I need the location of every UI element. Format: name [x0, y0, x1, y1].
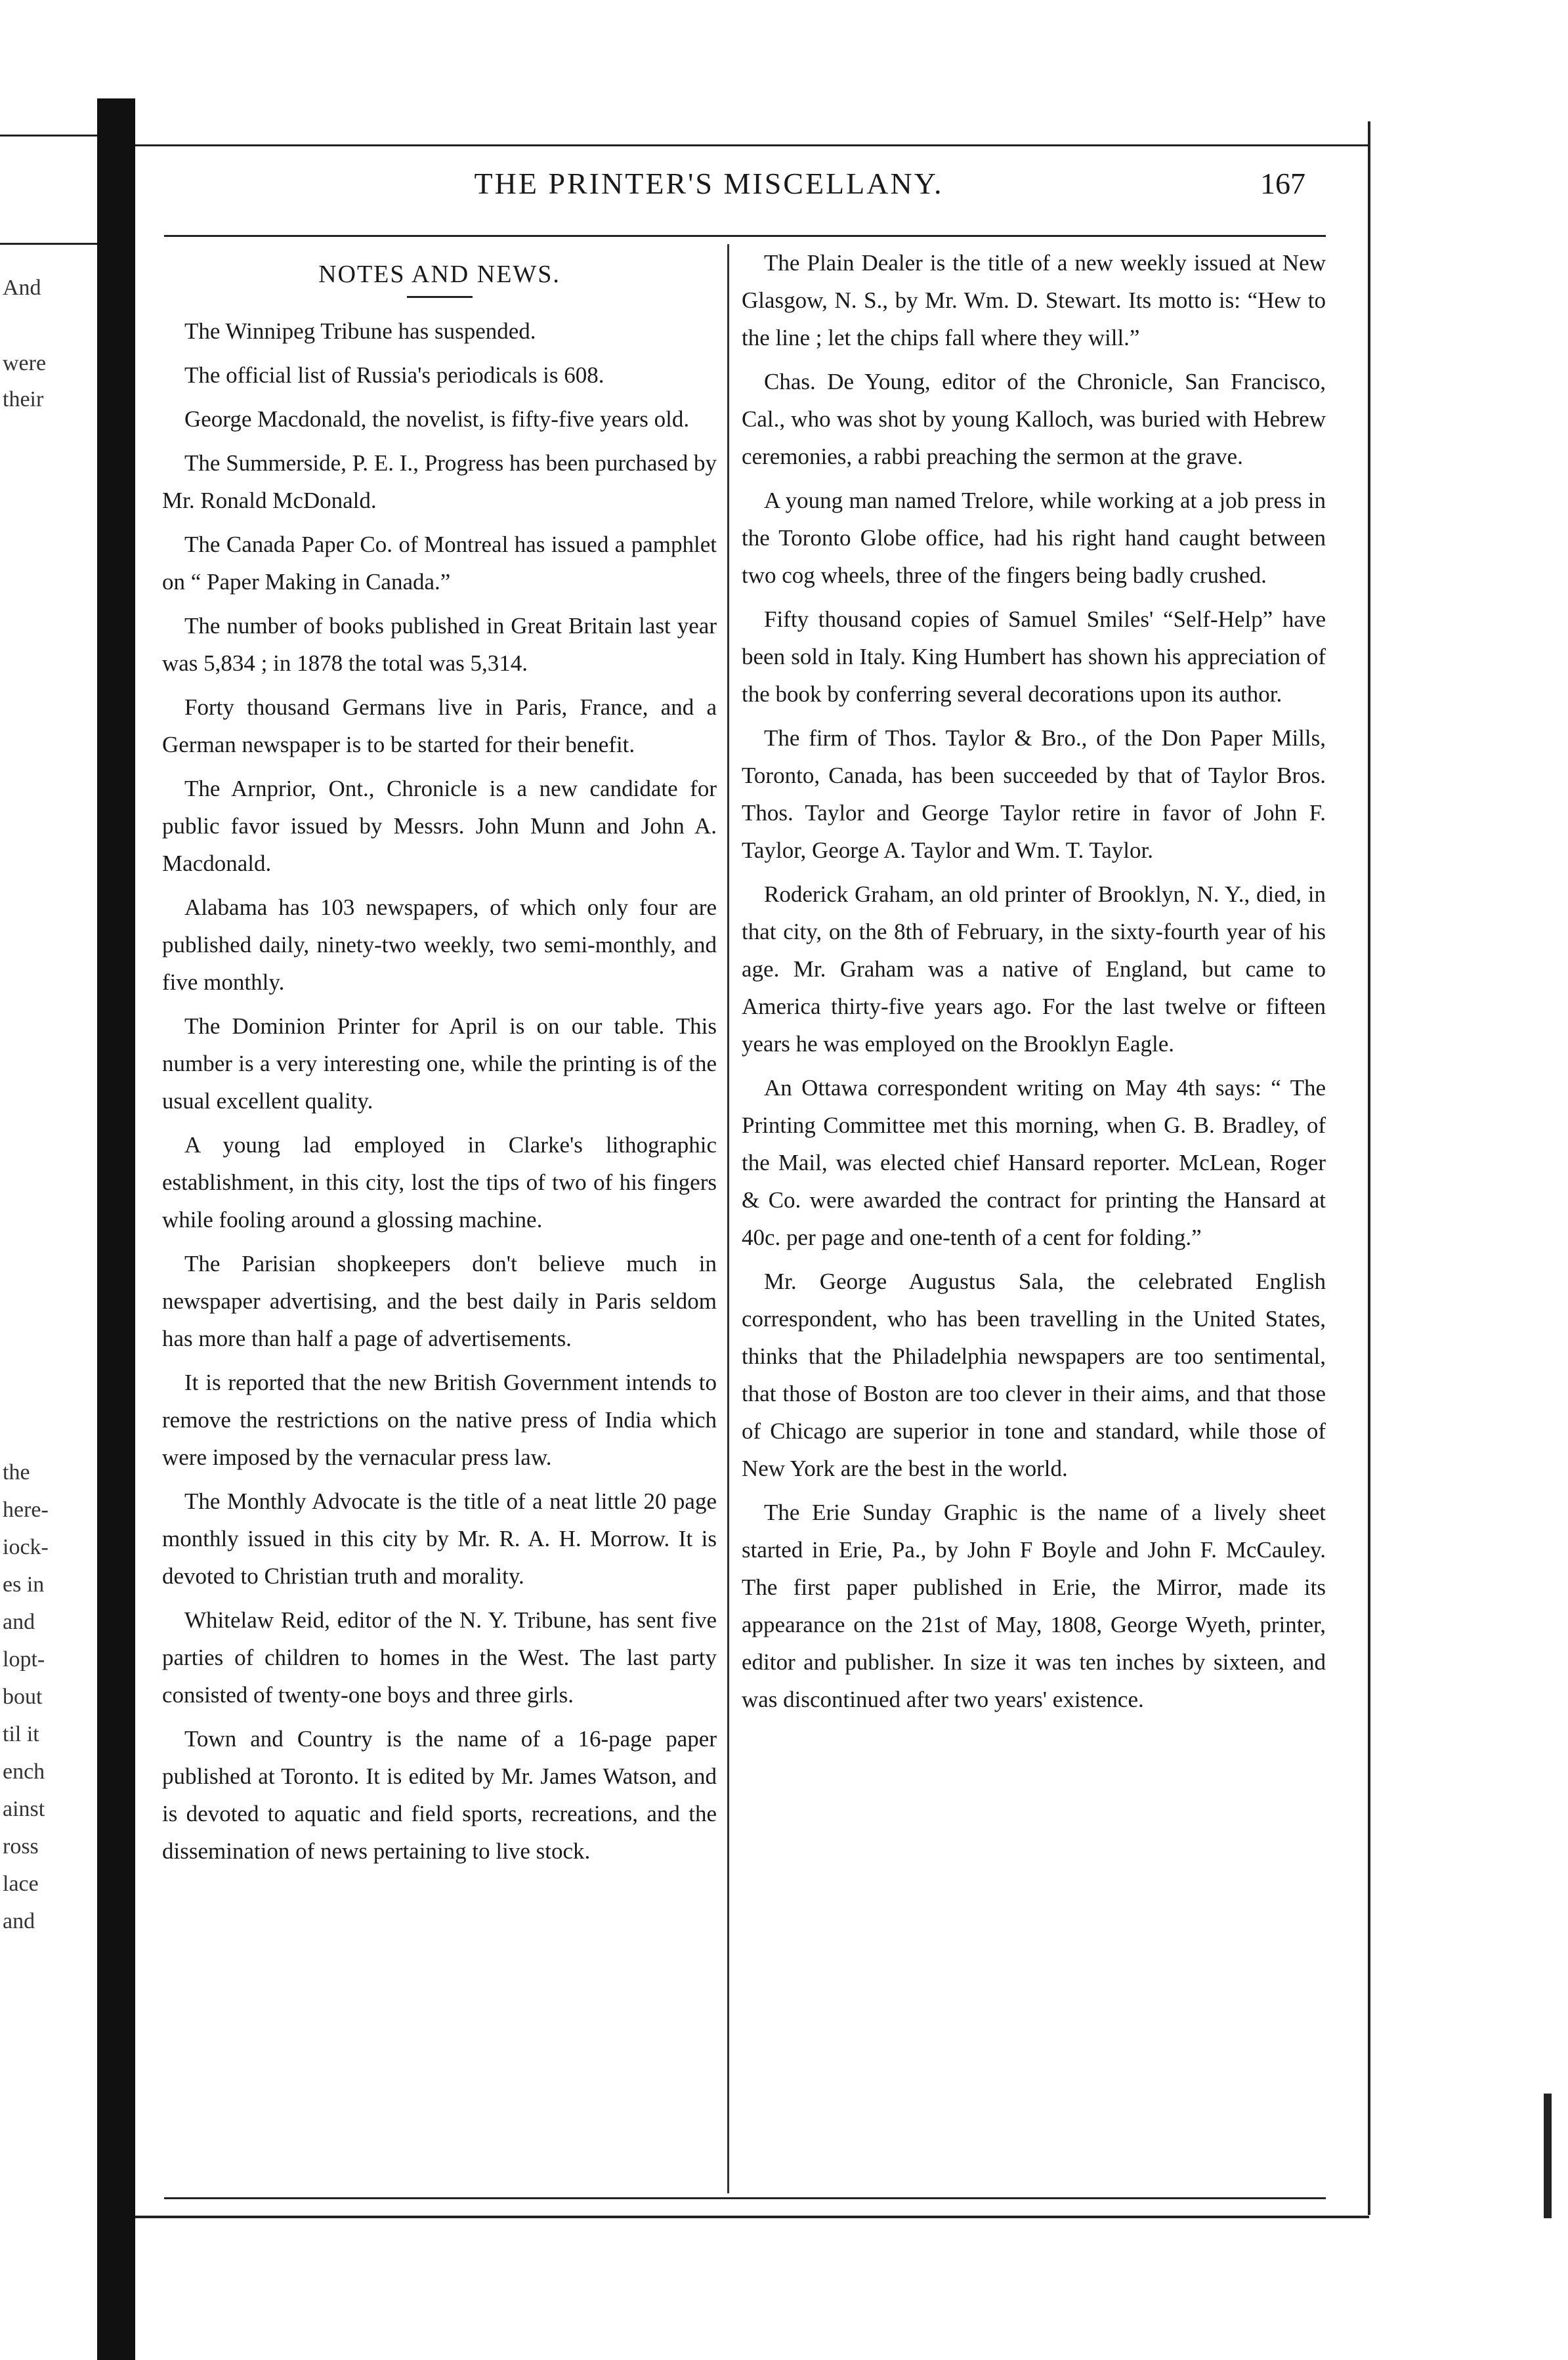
- news-paragraph: An Ottawa correspondent writing on May 4th says: “ The Printing Committee met this morning, when G. B. Bradley, of the Mail, was elected chief Hansard reporter. McLean, Roger & Co. were awarded the contract for printing the Hansard at 40c. per page and one-tenth of a cent for folding.”: [742, 1075, 1326, 1250]
- news-paragraph: The Erie Sunday Graphic is the name of a lively sheet started in Erie, Pa., by John F Boyle and John F. McCauley. The first paper published in Erie, the Mirror, made its appearance on the 21st of May, 1808, George Wyeth, printer, editor and publisher. In size it was ten inches by sixteen, and was discontinued after two years' existence.: [742, 1500, 1326, 1712]
- news-paragraph: The Winnipeg Tribune has suspended.: [184, 318, 536, 344]
- frame-right-rule: [1368, 121, 1370, 2215]
- margin-fragment: ross: [3, 1834, 39, 1859]
- page-number: 167: [1260, 167, 1305, 200]
- margin-fragment: lopt-: [3, 1647, 45, 1672]
- margin-fragment: ench: [3, 1759, 45, 1784]
- scan-edge-mark: [1544, 2094, 1552, 2218]
- margin-fragment: lace: [3, 1872, 39, 1896]
- news-paragraph: Alabama has 103 newspapers, of which only four are published daily, ninety-two weekly, two semi-monthly, and five monthly.: [162, 895, 717, 995]
- news-paragraph: A young man named Trelore, while working at a job press in the Toronto Globe office, had his right hand caught between two cog wheels, three of the fingers being badly crushed.: [742, 488, 1326, 588]
- margin-fragment: were: [3, 351, 47, 375]
- news-paragraph: Town and Country is the name of a 16-page paper published at Toronto. It is edited by Mr. James Watson, and is devoted to aquatic and field sports, recreations, and the dissemination of news pertaining to live stock.: [162, 1726, 717, 1864]
- news-paragraph: The official list of Russia's periodicals is 608.: [184, 362, 604, 388]
- margin-fragment: their: [3, 387, 44, 411]
- news-paragraph: Forty thousand Germans live in Paris, France, and a German newspaper is to be started for their benefit.: [162, 694, 717, 757]
- margin-fragment: til it: [3, 1722, 39, 1746]
- margin-fragment: es in: [3, 1572, 45, 1597]
- right-column: [742, 244, 1326, 1725]
- left-column: [162, 244, 717, 1876]
- news-paragraph: The number of books published in Great Britain last year was 5,834 ; in 1878 the total was 5,314.: [162, 613, 717, 676]
- adjacent-page-edge: [0, 0, 97, 2360]
- frame-bottom-rule: [135, 2216, 1369, 2218]
- margin-fragment: and: [3, 1610, 35, 1634]
- news-paragraph: A young lad employed in Clarke's lithographic establishment, in this city, lost the tips of two of his fingers while fooling around a glossing machine.: [162, 1132, 717, 1233]
- margin-fragment: bout: [3, 1685, 43, 1709]
- footer-rule: [164, 2197, 1326, 2199]
- adjacent-page-rule: [0, 243, 97, 245]
- news-paragraph: Mr. George Augustus Sala, the celebrated English correspondent, who has been travelling in the United States, thinks that the Philadelphia newspapers are too sentimental, that those of Boston are too clever in their aims, and that those of Chicago are superior in tone and standard, while those of New York are the best in the world.: [742, 1269, 1326, 1481]
- frame-top-rule: [135, 144, 1369, 146]
- news-paragraph: The Parisian shopkeepers don't believe much in newspaper advertising, and the best daily in Paris seldom has more than half a page of advertisements.: [162, 1251, 717, 1351]
- news-paragraph: George Macdonald, the novelist, is fifty-five years old.: [184, 406, 690, 432]
- news-paragraph: The Plain Dealer is the title of a new weekly issued at New Glasgow, N. S., by Mr. Wm. D. Stewart. Its motto is: “Hew to the line ; let the chips fall where they will.”: [742, 250, 1326, 350]
- binding-gutter: [97, 98, 135, 2360]
- news-paragraph: The Summerside, P. E. I., Progress has been purchased by Mr. Ronald McDonald.: [162, 450, 717, 513]
- news-paragraph: Roderick Graham, an old printer of Brooklyn, N. Y., died, in that city, on the 8th of February, in the sixty-fourth year of his age. Mr. Graham was a native of England, but came to America thirty-five years ago. For the last twelve or fifteen years he was employed on the Brooklyn Eagle.: [742, 881, 1326, 1057]
- news-paragraph: The Arnprior, Ont., Chronicle is a new candidate for public favor issued by Messrs. John Munn and John A. Macdonald.: [162, 776, 717, 876]
- margin-fragment: here-: [3, 1498, 49, 1522]
- news-paragraph: The Dominion Printer for April is on our table. This number is a very interesting one, while the printing is of the usual excellent quality.: [162, 1013, 717, 1114]
- news-paragraph: Whitelaw Reid, editor of the N. Y. Tribune, has sent five parties of children to homes in the West. The last party consisted of twenty-one boys and three girls.: [162, 1607, 717, 1708]
- header-rule: [164, 235, 1326, 237]
- section-title: NOTES AND NEWS.: [318, 261, 561, 288]
- margin-fragment: iock-: [3, 1535, 49, 1559]
- margin-fragment: ainst: [3, 1797, 45, 1821]
- margin-fragment: the: [3, 1460, 30, 1485]
- margin-fragment: And: [3, 276, 41, 300]
- adjacent-page-rule: [0, 135, 97, 137]
- news-paragraph: Fifty thousand copies of Samuel Smiles' “Self-Help” have been sold in Italy. King Humbert has shown his appreciation of the book by conferring several decorations upon its author.: [742, 606, 1326, 707]
- news-paragraph: It is reported that the new British Government intends to remove the restrictions on the native press of India which were imposed by the vernacular press law.: [162, 1370, 717, 1470]
- news-paragraph: Chas. De Young, editor of the Chronicle, San Francisco, Cal., who was shot by young Kalloch, was buried with Hebrew ceremonies, a rabbi preaching the sermon at the grave.: [742, 369, 1326, 469]
- section-title-rule: [407, 296, 473, 298]
- news-paragraph: The Canada Paper Co. of Montreal has issued a pamphlet on “ Paper Making in Canada.”: [162, 532, 717, 595]
- column-divider: [727, 244, 729, 2193]
- news-paragraph: The firm of Thos. Taylor & Bro., of the Don Paper Mills, Toronto, Canada, has been succeeded by that of Taylor Bros. Thos. Taylor and George Taylor retire in favor of John F. Taylor, George A. Taylor and Wm. T. Taylor.: [742, 725, 1326, 863]
- margin-fragment: and: [3, 1909, 35, 1933]
- running-title: THE PRINTER'S MISCELLANY.: [474, 167, 944, 200]
- news-paragraph: The Monthly Advocate is the title of a neat little 20 page monthly issued in this city by Mr. R. A. H. Morrow. It is devoted to Christian truth and morality.: [162, 1488, 717, 1589]
